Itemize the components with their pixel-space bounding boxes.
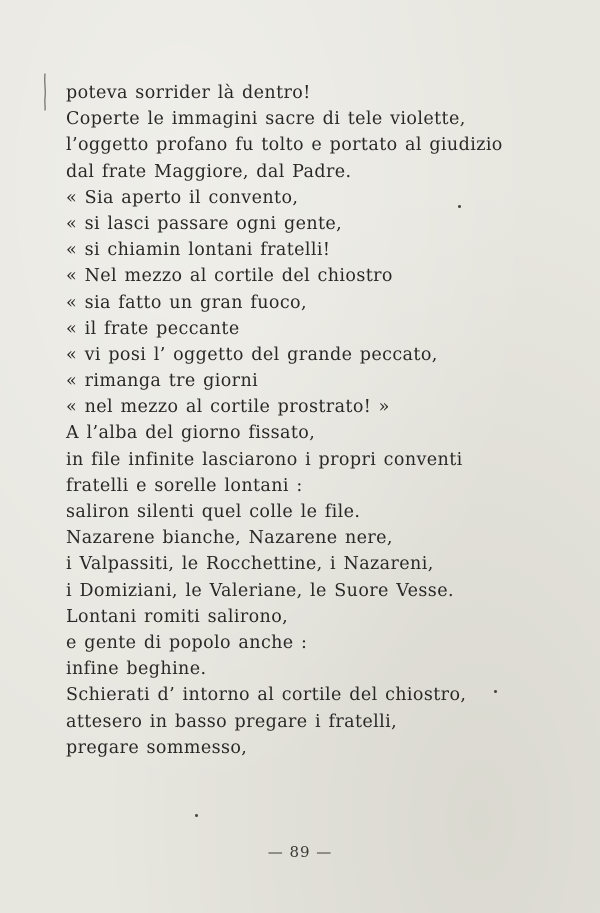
poem-line: « si lasci passare ogni gente,: [66, 213, 343, 234]
poem-line: Nazarene bianche, Nazarene nere,: [66, 528, 393, 549]
poem-line: saliron silenti quel colle le file.: [66, 502, 361, 522]
poem-text: [66, 80, 566, 761]
poem-line: Schierati d’ intorno al cortile del chiostro,: [66, 685, 467, 706]
poem-line: « Nel mezzo al cortile del chiostro: [66, 266, 393, 287]
paper-speck: [494, 690, 497, 693]
poem-line: « si chiamin lontani fratelli!: [66, 240, 331, 261]
poem-line: Coperte le immagini sacre di tele violette,: [66, 109, 466, 130]
poem-line: A l’alba del giorno fissato,: [66, 423, 316, 444]
poem-line: attesero in basso pregare i fratelli,: [66, 711, 398, 732]
poem-line: « rimanga tre giorni: [66, 371, 259, 392]
pencil-margin-mark: [40, 72, 50, 112]
poem-line: infine beghine.: [66, 659, 207, 680]
poem-line: fratelli e sorelle lontani :: [66, 475, 303, 496]
poem-line: « sia fatto un gran fuoco,: [66, 292, 307, 313]
poem-line: pregare sommesso,: [66, 737, 248, 758]
poem-line: l’oggetto profano fu tolto e portato al giudizio: [66, 135, 503, 156]
poem-line: Lontani romiti salirono,: [66, 606, 289, 627]
poem-line: in file infinite lasciarono i propri conventi: [66, 449, 463, 470]
page-number: — 89 —: [267, 843, 333, 861]
poem-line: i Domiziani, le Valeriane, le Suore Vesse.: [66, 580, 454, 601]
poem-line: poteva sorrider là dentro!: [66, 83, 311, 103]
poem-line: i Valpassiti, le Rocchettine, i Nazareni,: [66, 554, 434, 575]
poem-line: « nel mezzo al cortile prostrato! »: [66, 397, 390, 418]
poem-line: « Sia aperto il convento,: [66, 187, 299, 208]
poem-line: « il frate peccante: [66, 318, 240, 339]
poem-line: e gente di popolo anche :: [66, 632, 308, 653]
poem-line: dal frate Maggiore, dal Padre.: [66, 161, 352, 182]
poem-line: « vi posi l’ oggetto del grande peccato,: [66, 344, 438, 365]
paper-speck: [195, 814, 198, 817]
paper-speck: [458, 205, 461, 208]
